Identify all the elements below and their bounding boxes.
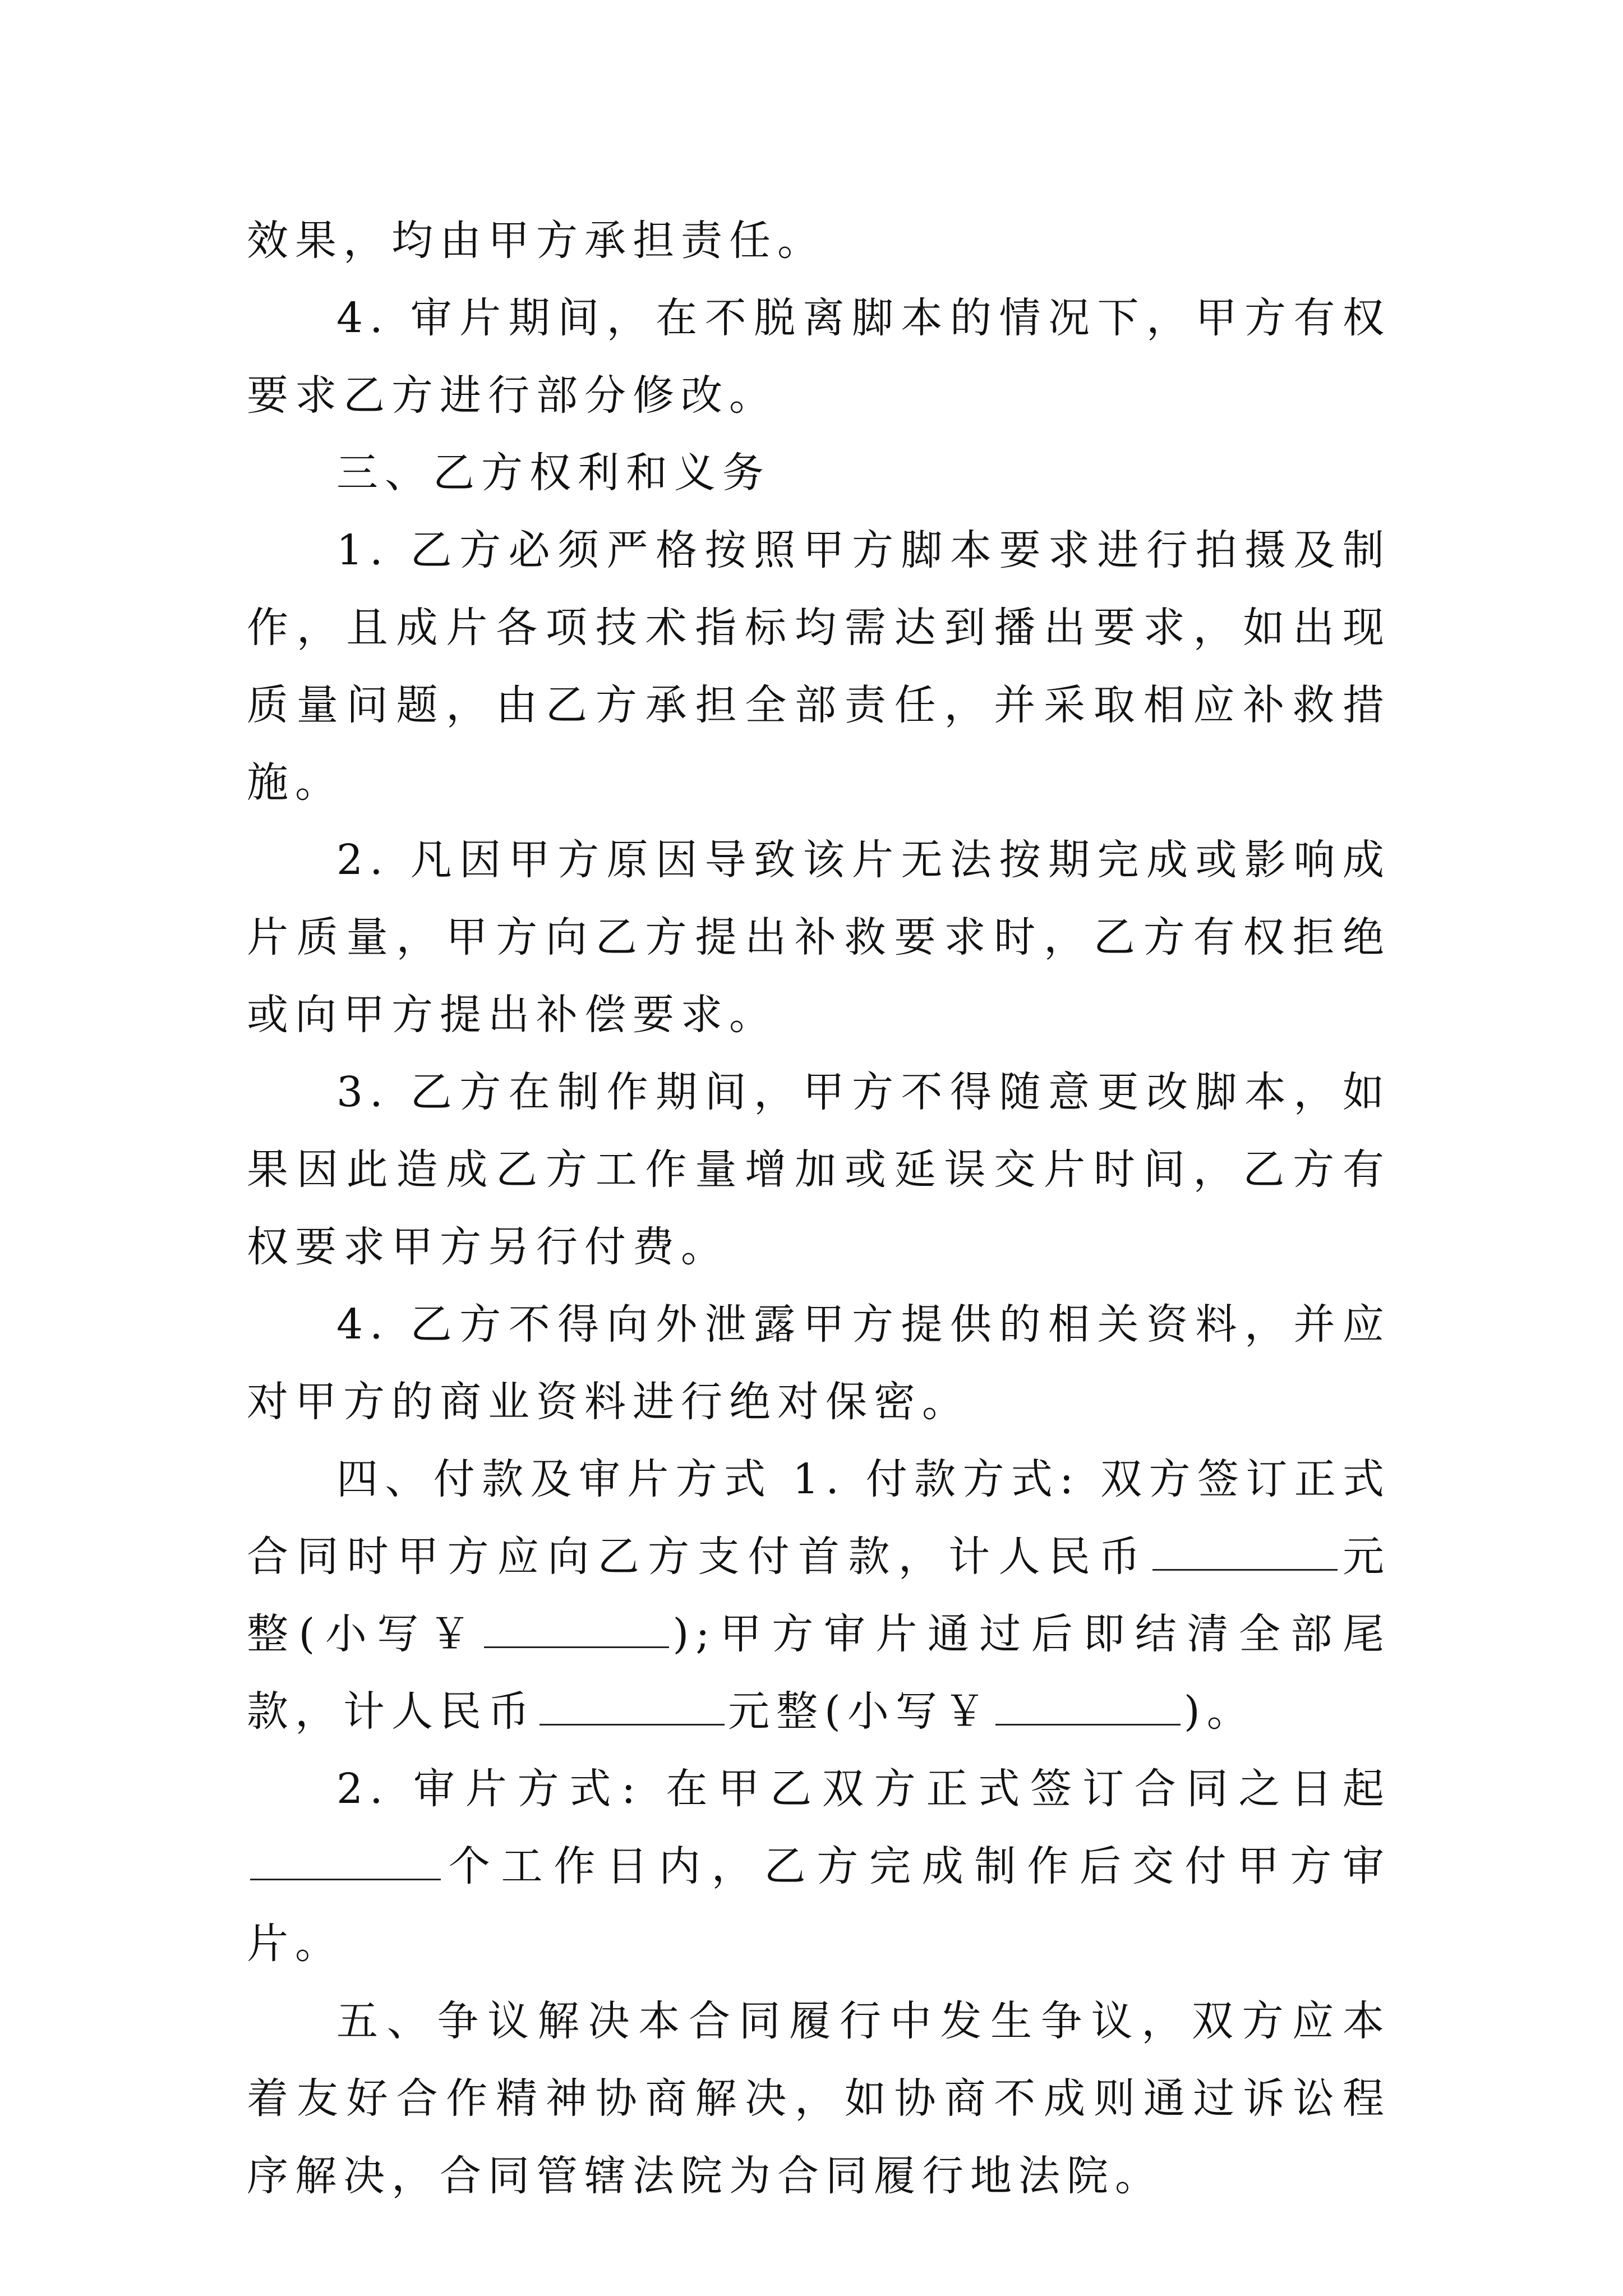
paragraph-review-modification: 4. 审片期间，在不脱离脚本的情况下，甲方有权要求乙方进行部分修改。 xyxy=(247,294,1391,420)
blank-final-payment-figure[interactable] xyxy=(995,1690,1181,1726)
document-page xyxy=(247,202,1391,2215)
review-text-2: 个工作日内，乙方完成制作后交付甲方审片。 xyxy=(247,1842,1391,1968)
payment-text-2: 元整(小写￥ xyxy=(247,1533,1391,1658)
paragraph-b-duty-1: 1. 乙方必须严格按照甲方脚本要求进行拍摄及制作，且成片各项技术指标均需达到播出要求，如出现质量问题，由乙方承担全部责任，并采取相应补救措施。 xyxy=(247,526,1391,807)
payment-text-4: 元整(小写￥ xyxy=(728,1687,992,1736)
blank-final-payment-amount[interactable] xyxy=(540,1690,725,1726)
payment-text-1: 四、付款及审片方式 1. 付款方式: 双方签订正式合同时甲方应向乙方支付首款，计人民币 xyxy=(247,1455,1391,1581)
blank-first-payment-figure[interactable] xyxy=(484,1613,669,1648)
review-text-1: 2. 审片方式: 在甲乙双方正式签订合同之日起 xyxy=(336,1765,1391,1813)
paragraph-b-duty-3: 3. 乙方在制作期间，甲方不得随意更改脚本，如果因此造成乙方工作量增加或延误交片时间，乙方有权要求甲方另行付费。 xyxy=(247,1068,1391,1271)
paragraph-payment xyxy=(247,1441,1391,1750)
paragraph-dispute-resolution: 五、争议解决本合同履行中发生争议，双方应本着友好合作精神协商解决，如协商不成则通过诉讼程序解决，合同管辖法院为合同履行地法院。 xyxy=(247,1997,1391,2200)
payment-text-5: )。 xyxy=(1183,1687,1255,1736)
section-heading-party-b-rights: 三、乙方权利和义务 xyxy=(336,449,771,497)
paragraph-review-method xyxy=(247,1750,1391,1982)
payment-text-3: );甲方审片通过后即结清全部尾款，计人民币 xyxy=(247,1610,1391,1736)
blank-working-days[interactable] xyxy=(250,1845,441,1880)
paragraph-continuation: 效果，均由甲方承担责任。 xyxy=(247,217,826,265)
blank-first-payment-amount[interactable] xyxy=(1152,1535,1338,1571)
paragraph-b-duty-2: 2. 凡因甲方原因导致该片无法按期完成或影响成片质量，甲方向乙方提出补救要求时，乙方有权拒绝或向甲方提出补偿要求。 xyxy=(247,836,1391,1039)
paragraph-b-duty-4: 4. 乙方不得向外泄露甲方提供的相关资料，并应对甲方的商业资料进行绝对保密。 xyxy=(247,1300,1391,1426)
